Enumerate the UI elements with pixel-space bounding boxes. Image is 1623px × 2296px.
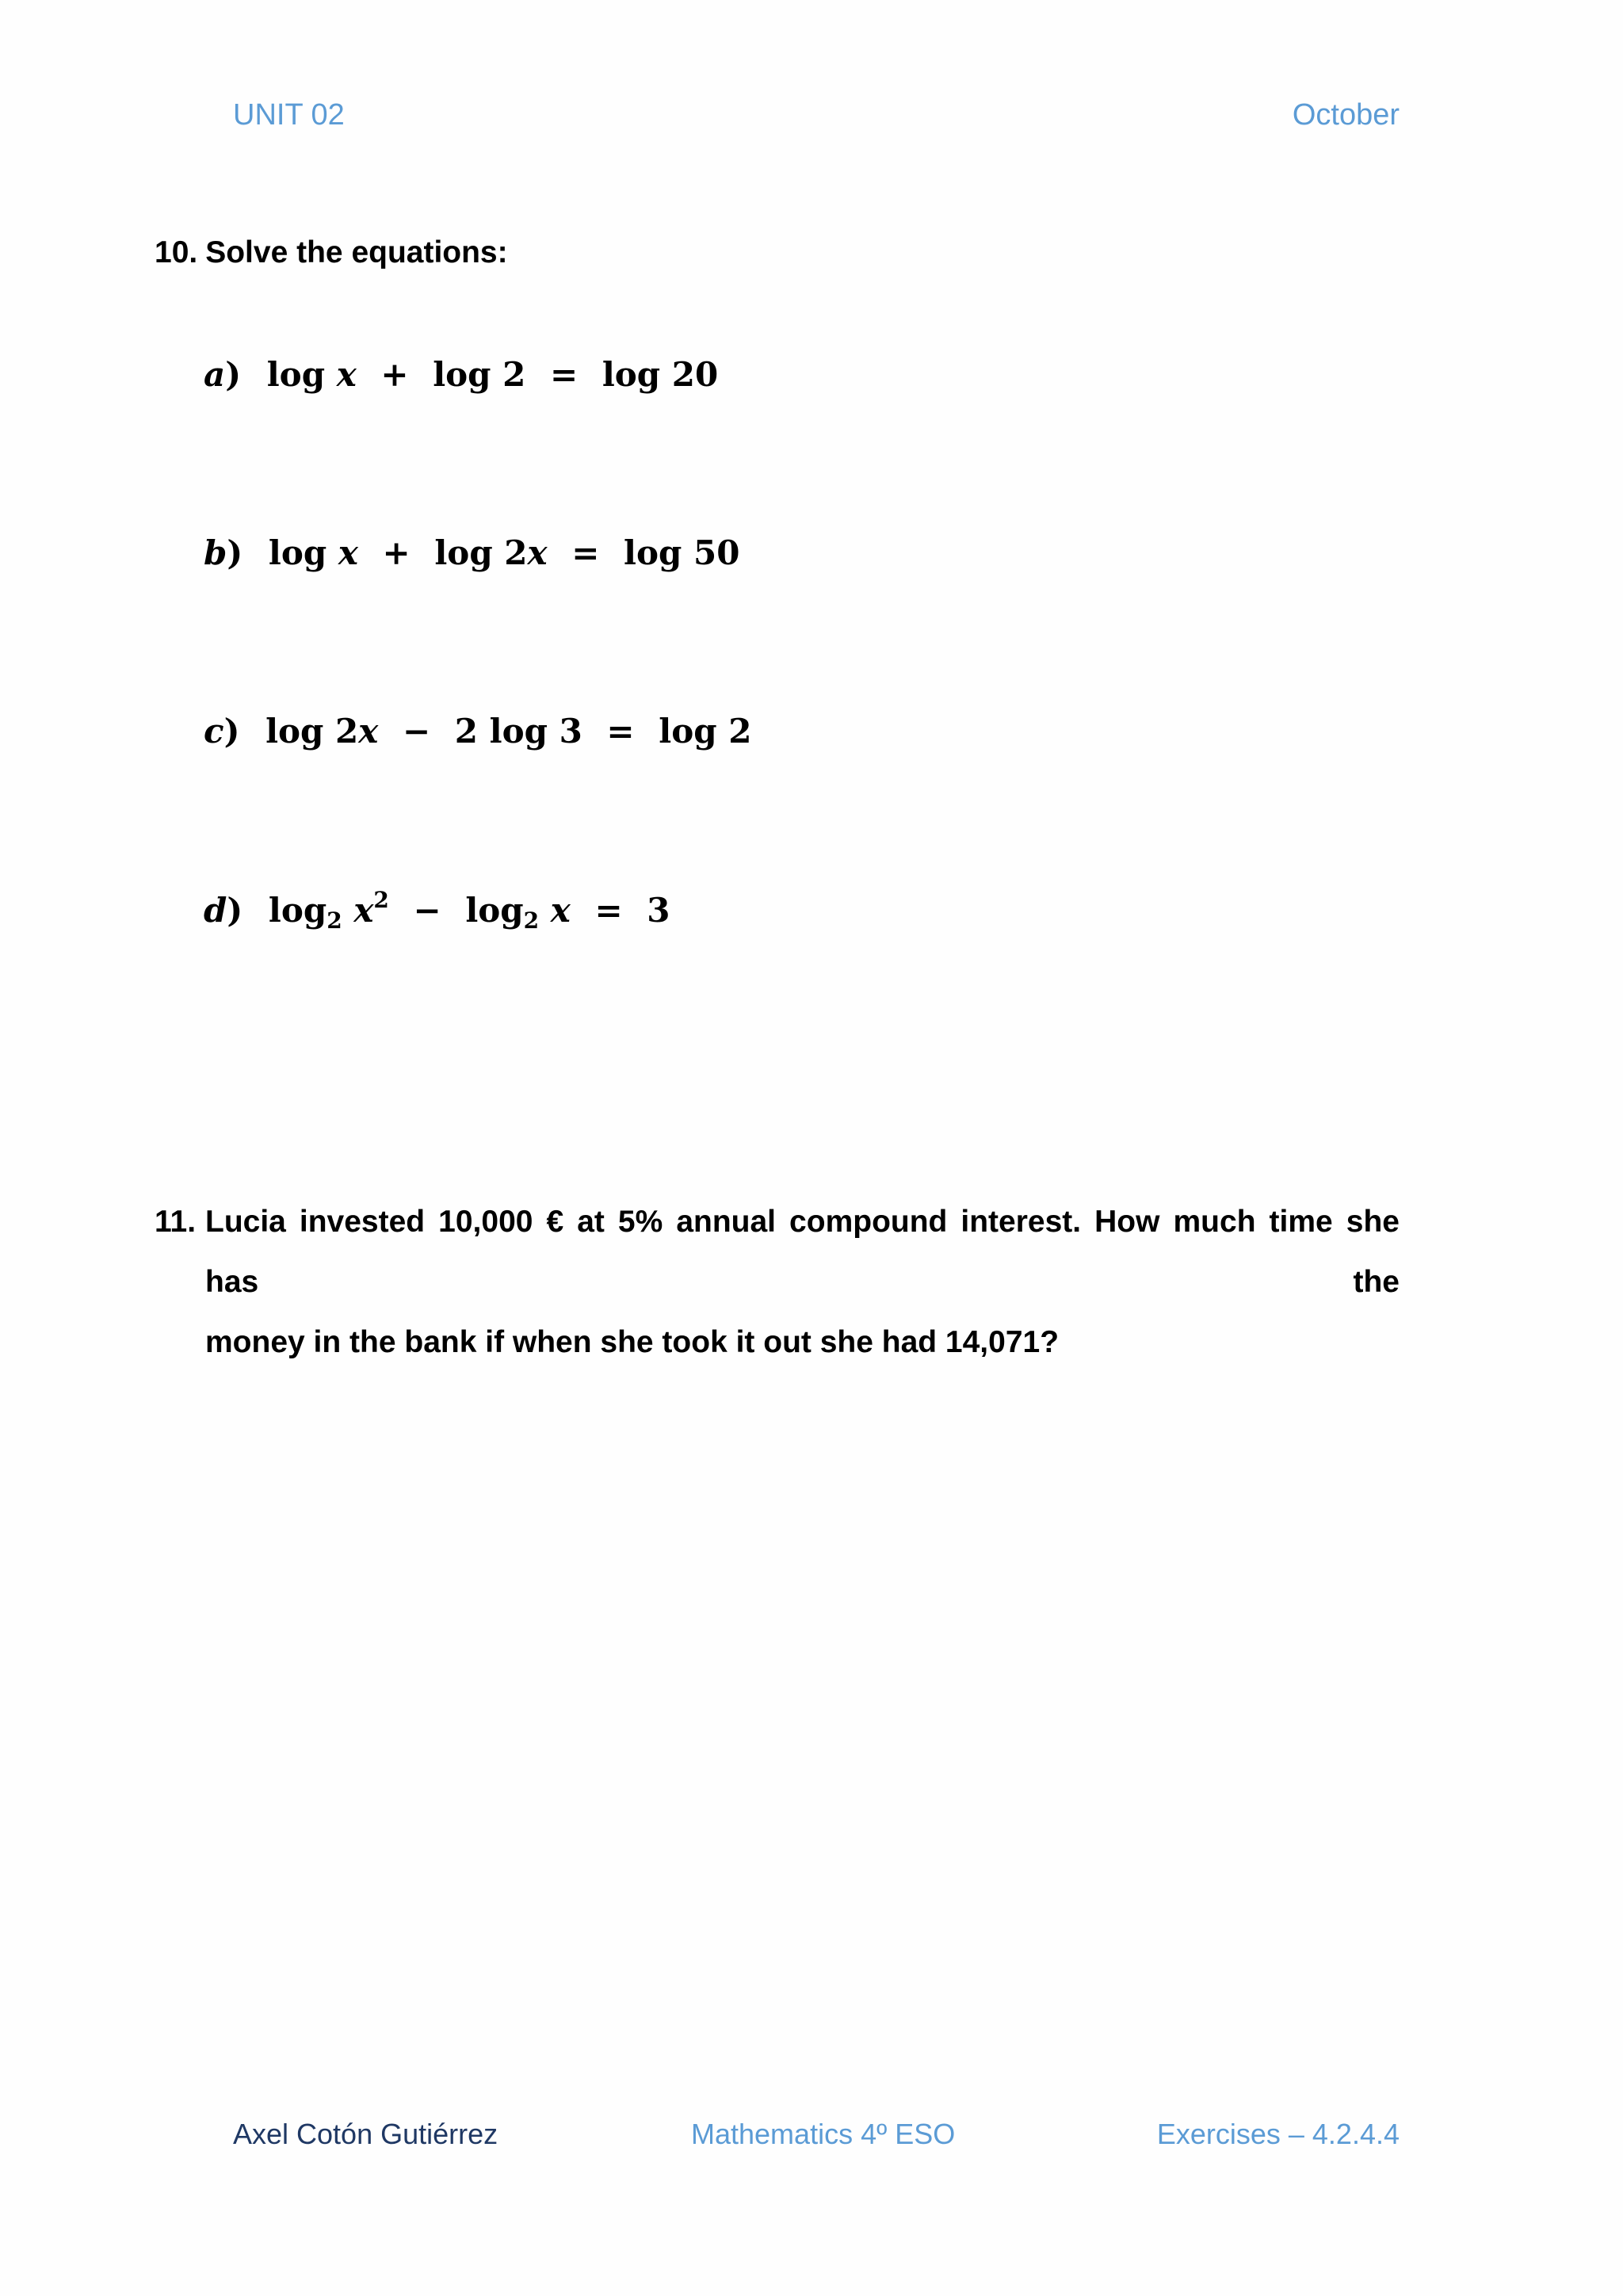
footer-course: Mathematics 4º ESO <box>691 2118 956 2150</box>
equation-c: c) log 2x − 2 log 3 = log 2 <box>204 712 752 751</box>
equation-d-var2: x <box>550 891 571 930</box>
equation-d-term2: log <box>465 891 524 930</box>
equation-a-var1: x <box>336 355 357 394</box>
equation-d-var1: x <box>353 891 374 930</box>
question-11 <box>155 1192 1400 1373</box>
question-10-text: Solve the equations: <box>205 235 508 269</box>
equation-a-term2: log 2 <box>433 355 526 394</box>
equation-c-term2: 2 log 3 <box>454 712 582 751</box>
equation-c-term1: log 2 <box>265 712 359 751</box>
equation-a-op1: + <box>380 355 409 394</box>
equation-b: b) log x + log 2x = log 50 <box>204 533 740 572</box>
equation-c-rhs: log 2 <box>659 712 752 751</box>
header-unit: UNIT 02 <box>233 98 345 132</box>
question-10-title <box>155 235 508 270</box>
equation-a-label: a <box>204 355 226 394</box>
equation-d-op1: − <box>413 891 441 930</box>
equation-a-rhs: log 20 <box>601 355 719 394</box>
equation-b-var1: x <box>338 533 358 572</box>
equation-b-rhs: log 50 <box>624 533 740 572</box>
equation-d-equals: = <box>594 891 623 930</box>
equation-c-label: c <box>204 712 224 751</box>
equation-d-exp1: 2 <box>373 887 389 913</box>
equation-d-label: d <box>204 891 227 930</box>
equation-a: a) log x + log 2 = log 20 <box>204 355 719 394</box>
equation-d-rhs: 3 <box>647 891 670 930</box>
question-11-number: 11. <box>155 1205 197 1239</box>
equation-b-op1: + <box>382 533 411 572</box>
equation-d: d) $\log_2 x^2 - \log_2 x = 3$ <box>204 887 670 934</box>
equation-d-base2: 2 <box>523 907 540 934</box>
equation-b-term2: log 2 <box>434 533 528 572</box>
equation-b-var2: x <box>527 533 548 572</box>
equation-a-equals: = <box>550 355 579 394</box>
question-11-line1: Lucia invested 10,000 € at 5% annual compound interest. How much time she has the <box>205 1205 1400 1299</box>
equation-d-term1: log <box>268 891 327 930</box>
equation-b-label: b <box>204 533 227 572</box>
question-10-number: 10. <box>155 235 198 269</box>
footer-section: Exercises – 4.2.4.4 <box>1156 2118 1400 2150</box>
equation-a-term1: log <box>266 355 326 394</box>
equation-d-base1: 2 <box>327 907 342 934</box>
equation-c-op1: − <box>402 712 431 751</box>
equation-c-equals: = <box>606 712 635 751</box>
footer-author: Axel Cotón Gutiérrez <box>233 2118 498 2150</box>
header-month: October <box>1292 98 1400 132</box>
equation-c-var1: x <box>358 712 379 751</box>
question-11-line2: money in the bank if when she took it out she had 14,071? <box>205 1325 1060 1359</box>
equation-b-term1: log <box>268 533 327 572</box>
equation-b-equals: = <box>571 533 600 572</box>
